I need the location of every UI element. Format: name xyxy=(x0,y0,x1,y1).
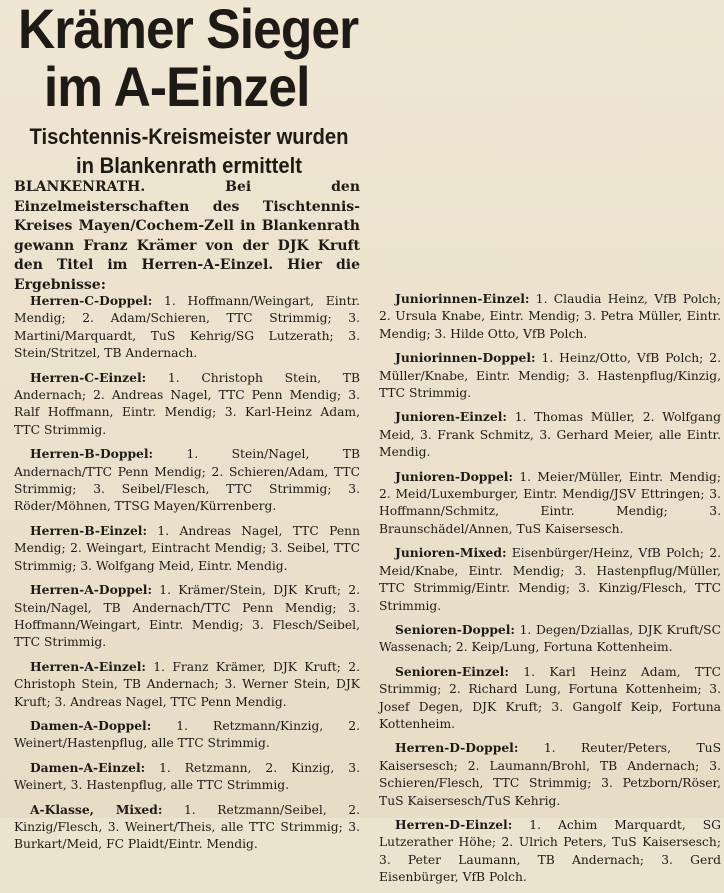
result-text: 1. Achim Marquardt, SG Lutzerather Höhe; 2. Ulrich Peters, TuS Kaisersesch; 3. Peter Laumann, TB Andernach; 3. Gerd Eisenbürger, VfB Polch. xyxy=(379,817,721,885)
result-text: 1. Retzmann/Seibel, 2. Kinzig/Flesch, 3. Weinert/Theis, alle TTC Strimmig; 3. Burkart/Meid, FC Plaidt/Eintr. Mendig. xyxy=(14,802,361,852)
category-label: Herren-A-Einzel: xyxy=(30,658,146,674)
category-label: Junioren-Doppel: xyxy=(395,468,514,484)
headline-line-1: Krämer Sieger xyxy=(18,0,359,60)
category-label: Herren-A-Doppel: xyxy=(30,582,153,598)
subheadline-line-2: in Blankenrath ermittelt xyxy=(75,153,303,178)
result-entry xyxy=(14,445,360,516)
category-label: Juniorinnen-Doppel: xyxy=(395,350,536,366)
result-text: 1. Karl Heinz Adam, TTC Strimmig; 2. Richard Lung, Fortuna Kottenheim; 3. Josef Degen, DJK Kruft; 3. Gangolf Keip, Fortuna Kottenheim. xyxy=(379,664,721,731)
category-label: Senioren-Doppel: xyxy=(395,621,515,637)
subheadline-line-1: Tischtennis-Kreismeister wurden xyxy=(29,124,349,149)
result-entry xyxy=(14,801,360,854)
result-entry xyxy=(14,292,360,363)
category-label: Juniorinnen-Einzel: xyxy=(395,291,530,306)
result-entry xyxy=(379,544,721,615)
result-entry xyxy=(379,621,721,657)
result-text: 1. Franz Krämer, DJK Kruft; 2. Christoph Stein, TB Andernach; 3. Werner Stein, DJK Kruft; 3. Andreas Nagel, TTC Penn Mendig. xyxy=(14,659,360,709)
result-text: 1. Claudia Heinz, VfB Polch; 2. Ursula Knabe, Eintr. Mendig; 3. Petra Müller, Eintr. Mendig; 3. Hilde Otto, VfB Polch. xyxy=(379,292,721,341)
result-text: 1. Retzmann/Kinzig, 2. Weinert/Hastenpflug, alle TTC Strimmig. xyxy=(14,718,360,751)
result-entry xyxy=(379,468,721,539)
category-label: Senioren-Einzel: xyxy=(395,663,509,679)
result-entry xyxy=(14,581,360,652)
category-label: Herren-B-Doppel: xyxy=(30,446,154,462)
result-entry xyxy=(379,349,721,402)
result-text: 1. Hoffmann/Weingart, Eintr. Mendig; 2. Adam/Schieren, TTC Strimmig; 3. Martini/Marquardt, TuS Kehrig/SG Lutzerath; 3. Stein/Stritzel, TB Andernach. xyxy=(14,294,360,361)
result-text: 1. Reuter/Peters, TuS Kaisersesch; 2. Laumann/Brohl, TB Andernach; 3. Schieren/Flesch, TTC Strimmig; 3. Petzborn/Röser, TuS Kaisersesch/TuS Kehrig. xyxy=(379,741,721,808)
left-column xyxy=(14,292,360,860)
result-entry xyxy=(14,522,360,575)
headline xyxy=(18,0,359,118)
result-text: 1. Degen/Dziallas, DJK Kruft/SC Wassenach; 2. Keip/Lung, Fortuna Kottenheim. xyxy=(379,622,721,655)
category-label: Damen-A-Doppel: xyxy=(30,717,152,733)
result-text: 1. Meier/Müller, Eintr. Mendig; 2. Meid/Luxemburger, Eintr. Mendig/JSV Ettringen; 3. Hoffmann/Schmitz, Eintr. Mendig; 3. Braunschädel/Annen, TuS Kaisersesch. xyxy=(379,469,721,536)
result-entry xyxy=(379,816,721,887)
result-entry xyxy=(379,408,721,461)
result-text: 1. Stein/Nagel, TB Andernach/TTC Penn Mendig; 2. Schieren/Adam, TTC Strimmig; 3. Seibel/Flesch, TTC Strimmig; 3. Röder/Möhnen, TTSG Mayen/Kürrenberg. xyxy=(14,447,360,514)
category-label: Herren-D-Einzel: xyxy=(395,816,513,832)
lead-paragraph: BLANKENRATH. Bei den Einzelmeisterschaften des Tischtennis-Kreises Mayen/Cochem-Zell in Blankenrath gewann Franz Krämer von der DJK Kruft den Titel im Herren-A-Einzel. Hier die Ergebnisse: xyxy=(14,179,360,293)
category-label: Herren-B-Einzel: xyxy=(30,522,147,538)
category-label: Herren-C-Doppel: xyxy=(30,293,153,308)
result-text: 1. Heinz/Otto, VfB Polch; 2. Müller/Knabe, Eintr. Mendig; 3. Hastenpflug/Kinzig, TTC Strimmig. xyxy=(379,351,721,401)
category-label: Junioren-Einzel: xyxy=(395,409,507,425)
right-column xyxy=(379,290,721,893)
subheadline xyxy=(28,122,350,180)
category-label: Junioren-Mixed: xyxy=(395,545,507,561)
category-label: A-Klasse, Mixed: xyxy=(30,801,163,817)
category-label: Damen-A-Einzel: xyxy=(30,759,146,775)
result-entry xyxy=(379,663,721,734)
result-entry xyxy=(14,658,360,711)
result-text: 1. Retzmann, 2. Kinzig, 3. Weinert, 3. Hastenpflug, alle TTC Strimmig. xyxy=(14,760,360,793)
category-label: Herren-C-Einzel: xyxy=(30,369,147,385)
headline-line-2: im A-Einzel xyxy=(43,55,310,118)
result-entry xyxy=(14,369,360,440)
result-text: 1. Thomas Müller, 2. Wolfgang Meid, 3. Frank Schmitz, 3. Gerhard Meier, alle Eintr. Mendig. xyxy=(379,410,721,460)
result-text: Eisenbürger/Heinz, VfB Polch; 2. Meid/Knabe, Eintr. Mendig; 3. Hastenpflug/Müller, TTC Strimmig/Eintr. Mendig; 3. Kinzig/Flesch, TTC Strimmig. xyxy=(379,546,721,613)
result-entry xyxy=(14,759,360,795)
result-entry xyxy=(379,290,721,343)
result-text: 1. Christoph Stein, TB Andernach; 2. Andreas Nagel, TTC Penn Mendig; 3. Ralf Hoffmann, Eintr. Mendig; 3. Karl-Heinz Adam, TTC Strimmig. xyxy=(14,370,360,437)
result-text: 1. Andreas Nagel, TTC Penn Mendig; 2. Weingart, Eintracht Mendig; 3. Seibel, TTC Strimmig; 3. Wolfgang Meid, Eintr. Mendig. xyxy=(14,523,360,573)
result-entry xyxy=(379,739,721,810)
result-entry xyxy=(14,717,360,753)
result-text: 1. Krämer/Stein, DJK Kruft; 2. Stein/Nagel, TB Andernach/TTC Penn Mendig; 3. Hoffmann/Weingart, Eintr. Mendig; 3. Flesch/Seibel, TTC Strimmig. xyxy=(14,583,360,650)
category-label: Herren-D-Doppel: xyxy=(395,740,519,756)
